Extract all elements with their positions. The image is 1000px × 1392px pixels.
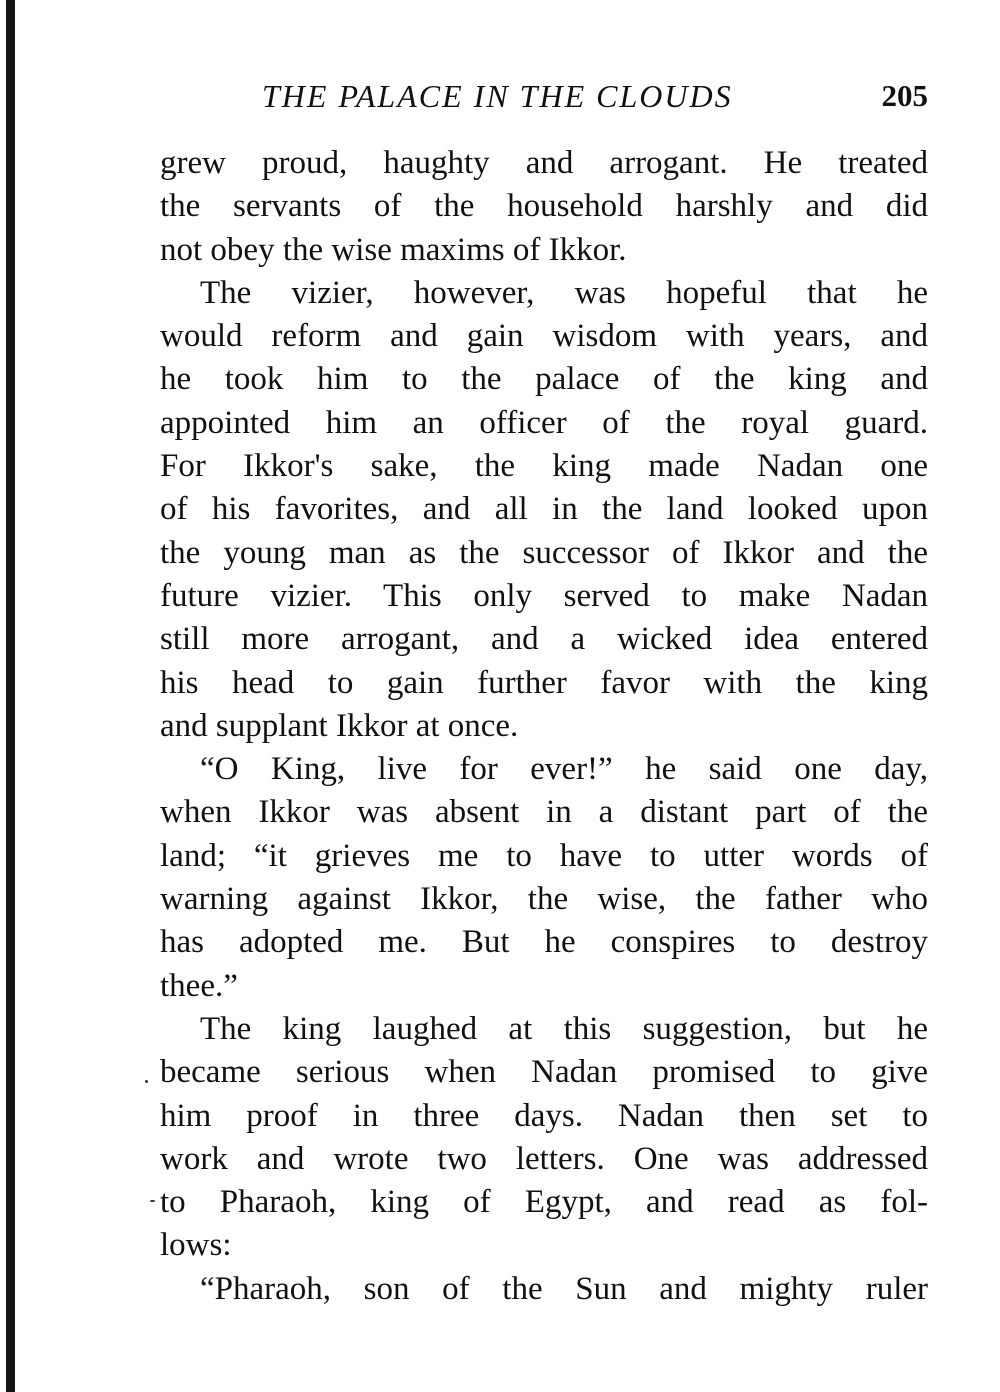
text-line: warning against Ikkor, the wise, the father who: [160, 881, 928, 918]
text-line: thee.”: [160, 967, 238, 1004]
text-line: The king laughed at this suggestion, but he: [200, 1010, 928, 1047]
text-line: of his favorites, and all in the land looked upon: [160, 491, 928, 528]
text-line: “O King, live for ever!” he said one day,: [200, 751, 928, 788]
text-line: would reform and gain wisdom with years, and: [160, 318, 928, 355]
text-line: he took him to the palace of the king and: [160, 361, 928, 398]
page-number: 205: [881, 78, 928, 113]
text-line: the servants of the household harshly and did: [160, 188, 928, 225]
text-line: For Ikkor's sake, the king made Nadan one: [160, 448, 928, 485]
text-line: grew proud, haughty and arrogant. He treated: [160, 145, 928, 181]
text-line: and supplant Ikkor at once.: [160, 707, 519, 744]
page-binding-edge: [6, 0, 15, 1392]
text-line: still more arrogant, and a wicked idea entered: [160, 621, 928, 658]
text-line: land; “it grieves me to have to utter words of: [160, 837, 928, 874]
text-line: lows:: [160, 1227, 232, 1264]
text-line: his head to gain further favor with the king: [160, 664, 928, 701]
text-line: the young man as the successor of Ikkor and the: [160, 534, 928, 571]
print-speck: [145, 1080, 148, 1083]
text-line: has adopted me. But he conspires to destroy: [160, 924, 928, 961]
page-body-text: [160, 142, 928, 1311]
text-line: to Pharaoh, king of Egypt, and read as fol-: [160, 1184, 928, 1221]
running-head: [160, 74, 930, 118]
text-line: him proof in three days. Nadan then set to: [160, 1097, 928, 1134]
text-line: future vizier. This only served to make Nadan: [160, 577, 928, 614]
text-line: appointed him an officer of the royal guard.: [160, 404, 928, 441]
text-line: not obey the wise maxims of Ikkor.: [160, 231, 627, 268]
running-title: THE PALACE IN THE CLOUDS: [262, 78, 733, 114]
print-speck: [150, 1200, 155, 1202]
text-line: became serious when Nadan promised to give: [160, 1054, 928, 1091]
text-line: “Pharaoh, son of the Sun and mighty ruler: [200, 1270, 928, 1307]
text-line: The vizier, however, was hopeful that he: [200, 274, 928, 311]
text-line: when Ikkor was absent in a distant part of the: [160, 794, 928, 831]
text-line: work and wrote two letters. One was addressed: [160, 1140, 928, 1177]
